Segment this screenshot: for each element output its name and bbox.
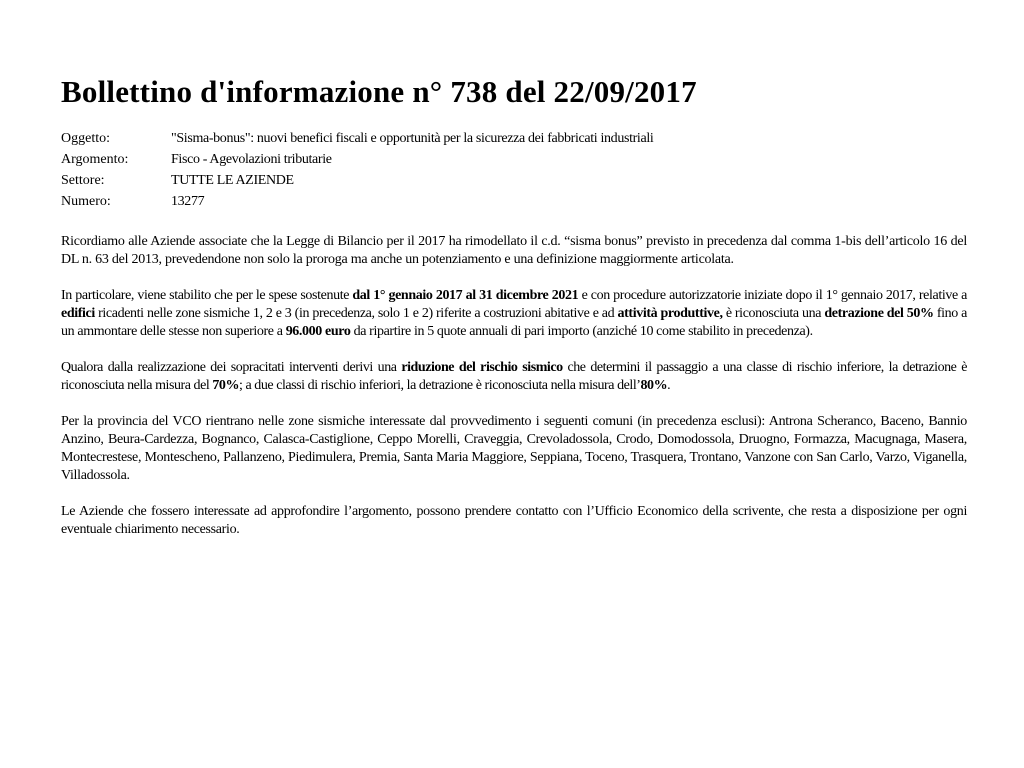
emphasis-text: edifici: [61, 306, 95, 321]
paragraph-text: e con procedure autorizzatorie iniziate dopo il 1° gennaio 2017, relative a: [578, 288, 967, 303]
body-paragraph: [61, 359, 967, 395]
metadata-value: TUTTE LE AZIENDE: [171, 173, 294, 188]
metadata-rows: [61, 128, 653, 212]
paragraph-text: In particolare, viene stabilito che per le spese sostenute: [61, 288, 353, 303]
emphasis-text: 70%: [212, 378, 239, 393]
paragraph-text: Ricordiamo alle Aziende associate che la Legge di Bilancio per il 2017 ha rimodellato il c.d. “sisma bonus” previsto in precedenza dal comma 1-bis dell’articolo 16 del DL n. 63 del 2013, prevedendone non solo la proroga ma anche un potenziamento e una definizione maggiormente articolata.: [61, 234, 967, 267]
paragraph-text: che determini il passaggio a una classe di rischio inferiore, la detrazione è riconosciuta nella misura del: [61, 360, 967, 393]
body-paragraph: [61, 287, 967, 341]
metadata-label: Numero:: [61, 194, 111, 209]
metadata-row: [61, 170, 653, 191]
metadata-table: [61, 128, 653, 212]
emphasis-text: riduzione del rischio sismico: [401, 360, 563, 375]
paragraph-text: ricadenti nelle zone sismiche 1, 2 e 3 (in precedenza, solo 1 e 2) riferite a costruzioni abitative e ad: [94, 306, 618, 321]
emphasis-text: detrazione del 50%: [824, 306, 934, 321]
body-paragraph: [61, 503, 967, 539]
metadata-label: Settore:: [61, 173, 105, 188]
metadata-value: Fisco - Agevolazioni tributarie: [171, 152, 332, 167]
emphasis-text: attività produttive,: [617, 306, 723, 321]
paragraph-text: Qualora dalla realizzazione dei sopracitati interventi derivi una: [61, 360, 402, 375]
emphasis-text: dal 1° gennaio 2017 al 31 dicembre 2021: [352, 288, 579, 303]
paragraph-text: Per la provincia del VCO rientrano nelle zone sismiche interessate dal provvedimento i seguenti comuni (in precedenza esclusi): Antrona Scheranco, Baceno, Bannio Anzino, Beura-Cardezza, Bognanco, Calasca-Castiglione, Ceppo Morelli, Craveggia, Crevoladossola, Crodo, Domodossola, Druogno, Formazza, Macugnaga, Masera, Montecrestese, Montescheno, Pallanzeno, Piedimulera, Premia, Santa Maria Maggiore, Seppiana, Toceno, Trasquera, Trontano, Vanzone con San Carlo, Varzo, Viganella, Villadossola.: [61, 414, 967, 483]
metadata-row: [61, 191, 653, 212]
metadata-label: Argomento:: [61, 152, 129, 167]
emphasis-text: 80%: [640, 378, 668, 393]
body-paragraph: [61, 413, 967, 485]
paragraph-text: da ripartire in 5 quote annuali di pari importo (anziché 10 come stabilito in precedenza).: [350, 324, 813, 339]
metadata-row: [61, 128, 653, 149]
bulletin-body: [61, 233, 967, 539]
paragraph-text: .: [667, 378, 671, 393]
paragraph-text: Le Aziende che fossero interessate ad approfondire l’argomento, possono prendere contatto con l’Ufficio Economico della scrivente, che resta a disposizione per ogni eventuale chiarimento necessario.: [61, 504, 967, 537]
metadata-row: [61, 149, 653, 170]
body-paragraph: [61, 233, 967, 269]
bulletin-page: [61, 72, 967, 557]
metadata-value: "Sisma-bonus": nuovi benefici fiscali e opportunità per la sicurezza dei fabbricati industriali: [171, 131, 654, 146]
paragraph-text: ; a due classi di rischio inferiori, la detrazione è riconosciuta nella misura dell’: [239, 378, 641, 393]
page-title: Bollettino d'informazione n° 738 del 22/09/2017: [61, 74, 697, 109]
metadata-label: Oggetto:: [61, 131, 110, 146]
paragraph-text: fino a un ammontare delle stesse non superiore a: [61, 306, 968, 339]
emphasis-text: 96.000 euro: [285, 324, 351, 339]
metadata-value: 13277: [171, 194, 205, 209]
paragraph-text: è riconosciuta una: [722, 306, 825, 321]
